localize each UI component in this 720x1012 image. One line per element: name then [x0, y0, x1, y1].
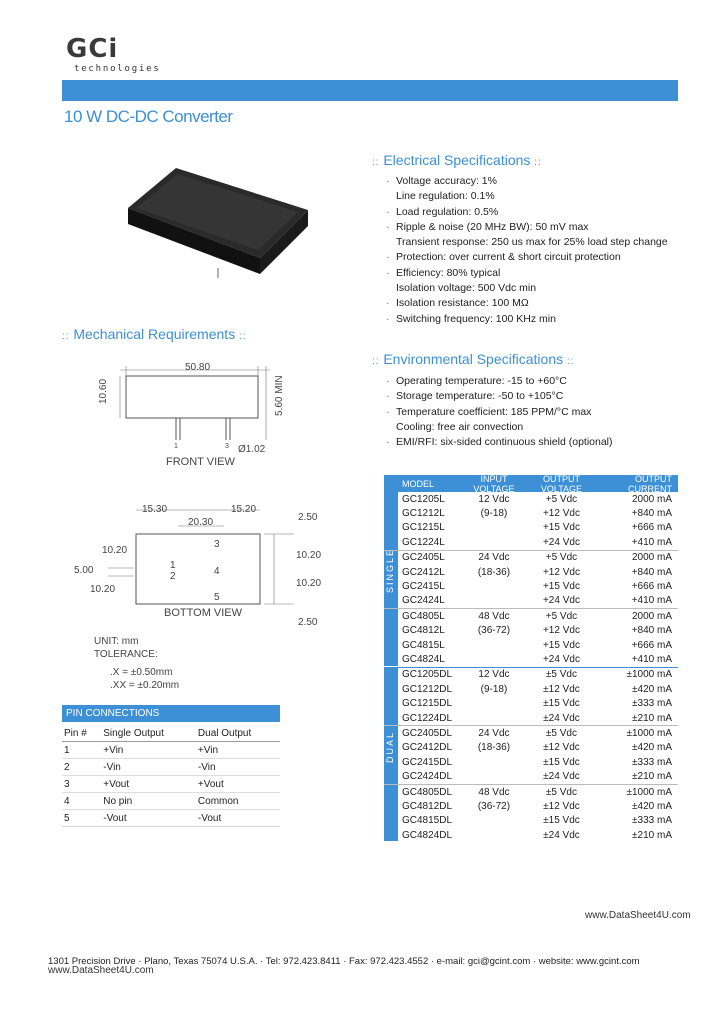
- pin-label: 1: [174, 443, 178, 450]
- front-view-label: FRONT VIEW: [166, 456, 235, 468]
- table-cell: ±12 Vdc: [543, 800, 580, 812]
- table-cell: ±15 Vdc: [543, 815, 580, 827]
- table-cell: GC2405L: [402, 552, 445, 564]
- dim-15-30: 15.30: [142, 504, 168, 515]
- table-cell: +5 Vdc: [545, 493, 578, 505]
- table-cell: GC1205L: [402, 493, 445, 505]
- table-row: [384, 506, 678, 520]
- table-cell: ±24 Vdc: [543, 712, 580, 724]
- table-row: [384, 799, 678, 813]
- table-header: Pin # Single Output Dual Output: [62, 725, 280, 742]
- table-cell: ±420 mA: [632, 800, 672, 812]
- table-cell: ±420 mA: [632, 683, 672, 695]
- table-cell: GC4824L: [402, 653, 445, 665]
- table-cell: +840 mA: [631, 508, 672, 520]
- list-item: Line regulation: 0.1%: [396, 190, 495, 203]
- table-cell: 48 Vdc: [478, 786, 510, 798]
- table-cell: GC4815L: [402, 639, 445, 651]
- pin-connections-title: PIN CONNECTIONS: [62, 705, 280, 722]
- list-item: · Isolation resistance: 100 MΩ: [386, 296, 668, 311]
- pin-label: 4: [214, 566, 220, 577]
- watermark-right: www.DataSheet4U.com: [585, 910, 691, 921]
- dim-10-20-left: 10.20: [102, 545, 128, 556]
- logo-brand: GCi: [66, 34, 119, 64]
- header-banner: [62, 80, 678, 101]
- list-item: · Storage temperature: -50 to +105°C: [386, 389, 613, 404]
- list-item: · Operating temperature: -15 to +60°C: [386, 374, 613, 389]
- dim-10-20-right2: 10.20: [296, 578, 322, 589]
- single-rows: [384, 492, 678, 667]
- table-cell: GC1215DL: [402, 698, 453, 710]
- product-image: [122, 158, 310, 278]
- table-row: [384, 608, 678, 623]
- table-cell: GC1224L: [402, 536, 445, 548]
- table-cell: +15 Vdc: [542, 639, 580, 651]
- table-row: [384, 565, 678, 579]
- table-cell: GC2412DL: [402, 742, 453, 754]
- table-cell: (9-18): [480, 508, 508, 520]
- list-item: · Voltage accuracy: 1%: [386, 174, 668, 189]
- dim-2-50-bottom: 2.50: [298, 617, 318, 628]
- table-cell: ±15 Vdc: [543, 756, 580, 768]
- table-cell: 2000 mA: [631, 610, 672, 622]
- table-cell: ±24 Vdc: [543, 829, 580, 841]
- table-row: [384, 579, 678, 593]
- table-cell: +840 mA: [631, 625, 672, 637]
- table-cell: ±12 Vdc: [543, 683, 580, 695]
- table-cell: ±210 mA: [632, 829, 672, 841]
- dim-10-20-left2: 10.20: [90, 584, 116, 595]
- table-cell: +12 Vdc: [542, 508, 580, 520]
- table-cell: +666 mA: [631, 581, 672, 593]
- table-cell: +410 mA: [631, 653, 672, 665]
- table-row: 3 +Vout +Vout: [62, 776, 280, 793]
- table-cell: GC4805L: [402, 610, 445, 622]
- table-cell: +840 mA: [631, 566, 672, 578]
- table-cell: +666 mA: [631, 522, 672, 534]
- dim-20-30: 20.30: [188, 517, 214, 528]
- pin-label: 1: [170, 560, 176, 571]
- table-cell: +15 Vdc: [542, 581, 580, 593]
- table-cell: ±5 Vdc: [545, 727, 577, 739]
- electrical-heading: :: Electrical Specifications ::: [372, 152, 542, 168]
- list-item: · Ripple & noise (20 MHz BW): 50 mV max: [386, 220, 668, 235]
- logo-tagline: technologies: [74, 64, 161, 74]
- list-item: · Protection: over current & short circuit protection: [386, 250, 668, 265]
- table-cell: +12 Vdc: [542, 625, 580, 637]
- electrical-list: [386, 174, 668, 327]
- table-cell: GC2415L: [402, 581, 445, 593]
- pin-connections: [62, 705, 280, 827]
- table-cell: ±1000 mA: [626, 669, 672, 681]
- table-row: [384, 769, 678, 783]
- table-row: [384, 755, 678, 769]
- table-cell: GC1212DL: [402, 683, 453, 695]
- table-row: [384, 521, 678, 535]
- watermark-bottom: www.DataSheet4U.com: [48, 965, 154, 976]
- table-cell: (9-18): [480, 683, 508, 695]
- tolerance-xx: .XX = ±0.20mm: [110, 680, 180, 691]
- table-cell: GC1205DL: [402, 669, 453, 681]
- table-cell: ±1000 mA: [626, 727, 672, 739]
- dim-5-00: 5.00: [74, 565, 94, 576]
- pin-label: 5: [214, 592, 220, 603]
- list-item: Transient response: 250 us max for 25% load step change: [396, 236, 668, 249]
- table-cell: ±210 mA: [632, 712, 672, 724]
- table-cell: ±1000 mA: [626, 786, 672, 798]
- table-cell: GC4812DL: [402, 800, 453, 812]
- table-cell: +15 Vdc: [542, 522, 580, 534]
- table-row: [384, 814, 678, 828]
- single-label: SINGLE: [385, 548, 395, 594]
- dim-2-50-top: 2.50: [298, 512, 318, 523]
- table-cell: (36-72): [477, 800, 511, 812]
- tolerance-title: TOLERANCE:: [94, 649, 158, 660]
- bottom-view-label: BOTTOM VIEW: [164, 607, 243, 619]
- dim-width: 50.80: [185, 362, 211, 373]
- table-cell: 12 Vdc: [478, 493, 510, 505]
- table-row: [384, 828, 678, 842]
- table-cell: GC2405DL: [402, 727, 453, 739]
- list-item: · Efficiency: 80% typical: [386, 266, 668, 281]
- table-cell: ±333 mA: [632, 756, 672, 768]
- environmental-heading: :: Environmental Specifications ::: [372, 351, 575, 367]
- table-row: [384, 594, 678, 608]
- table-cell: +410 mA: [631, 536, 672, 548]
- table-cell: GC4824DL: [402, 829, 453, 841]
- models-table: [384, 475, 678, 842]
- dim-height: 10.60: [98, 378, 109, 404]
- table-cell: ±210 mA: [632, 771, 672, 783]
- table-row: [384, 535, 678, 549]
- table-row: [384, 696, 678, 710]
- table-row: [384, 784, 678, 799]
- table-row: [384, 725, 678, 740]
- table-cell: GC2424DL: [402, 771, 453, 783]
- list-item: · Load regulation: 0.5%: [386, 205, 668, 220]
- dual-label: DUAL: [385, 731, 395, 764]
- table-cell: (36-72): [477, 625, 511, 637]
- dual-rows: [384, 668, 678, 843]
- tolerance-x: .X = ±0.50mm: [110, 667, 173, 678]
- table-cell: +5 Vdc: [545, 552, 578, 564]
- table-cell: +24 Vdc: [542, 653, 580, 665]
- pin-label: 3: [225, 443, 229, 450]
- page-title: 10 W DC-DC Converter: [64, 107, 233, 126]
- table-row: [384, 668, 678, 682]
- company-logo: [66, 34, 186, 78]
- unit-label: UNIT: mm: [94, 636, 139, 647]
- table-row: 5 -Vout -Vout: [62, 810, 280, 827]
- table-cell: +666 mA: [631, 639, 672, 651]
- list-item: Cooling: free air convection: [396, 420, 524, 433]
- table-row: [384, 652, 678, 666]
- table-cell: GC2424L: [402, 595, 445, 607]
- table-cell: GC4812L: [402, 625, 445, 637]
- list-item: · Switching frequency: 100 KHz min: [386, 312, 668, 327]
- table-cell: ±12 Vdc: [543, 742, 580, 754]
- table-cell: ±333 mA: [632, 698, 672, 710]
- list-item: · Temperature coefficient: 185 PPM/°C max: [386, 405, 613, 420]
- table-cell: +24 Vdc: [542, 536, 580, 548]
- table-row: 4 No pin Common: [62, 793, 280, 810]
- table-row: [384, 682, 678, 696]
- table-cell: +410 mA: [631, 595, 672, 607]
- table-row: [384, 492, 678, 506]
- table-row: 2 -Vin -Vin: [62, 759, 280, 776]
- table-cell: GC1212L: [402, 508, 445, 520]
- table-cell: ±5 Vdc: [545, 786, 577, 798]
- table-cell: +24 Vdc: [542, 595, 580, 607]
- table-row: [384, 624, 678, 638]
- table-cell: GC4815DL: [402, 815, 453, 827]
- table-row: [384, 550, 678, 565]
- dim-pin-diameter: Ø1.02: [238, 444, 266, 455]
- pin-label: 2: [170, 571, 176, 582]
- dim-15-20: 15.20: [231, 504, 257, 515]
- table-cell: ±24 Vdc: [543, 771, 580, 783]
- table-row: [384, 711, 678, 725]
- heading-dots-icon: ::: [372, 157, 384, 168]
- dim-10-20-right: 10.20: [296, 550, 322, 561]
- dim-pin-length: 5.60 MIN: [274, 375, 285, 416]
- table-cell: ±15 Vdc: [543, 698, 580, 710]
- table-cell: GC1224DL: [402, 712, 453, 724]
- table-cell: 2000 mA: [631, 552, 672, 564]
- table-cell: ±420 mA: [632, 742, 672, 754]
- front-view-drawing: [100, 358, 300, 470]
- pin-table: [62, 725, 280, 827]
- table-cell: +5 Vdc: [545, 610, 578, 622]
- table-cell: GC2412L: [402, 566, 445, 578]
- table-cell: 24 Vdc: [478, 552, 510, 564]
- table-row: [384, 638, 678, 652]
- table-cell: +12 Vdc: [542, 566, 580, 578]
- mechanical-heading: :: Mechanical Requirements ::: [62, 326, 247, 342]
- table-cell: ±5 Vdc: [545, 669, 577, 681]
- models-header: MODEL INPUT VOLTAGE OUTPUT VOLTAGE OUTPUT CURRENT: [384, 475, 678, 492]
- table-cell: (18-36): [477, 742, 511, 754]
- table-cell: ±333 mA: [632, 815, 672, 827]
- table-cell: (18-36): [477, 566, 511, 578]
- table-cell: 48 Vdc: [478, 610, 510, 622]
- environmental-list: [386, 374, 613, 450]
- table-cell: GC1215L: [402, 522, 445, 534]
- table-cell: GC4805DL: [402, 786, 453, 798]
- table-row: [384, 741, 678, 755]
- table-cell: 12 Vdc: [478, 669, 510, 681]
- footer-contact: 1301 Precision Drive · Plano, Texas 75074 U.S.A. · Tel: 972.423.8411 · Fax: 972.423.4552 · e-mail: gci@gcint.com · website: www.gcint.com: [48, 956, 640, 967]
- table-cell: 2000 mA: [631, 493, 672, 505]
- list-item: Isolation voltage: 500 Vdc min: [396, 282, 537, 295]
- list-item: · EMI/RFI: six-sided continuous shield (optional): [386, 435, 613, 450]
- table-cell: 24 Vdc: [478, 727, 510, 739]
- table-row: 1 +Vin +Vin: [62, 742, 280, 759]
- table-cell: GC2415DL: [402, 756, 453, 768]
- pin-label: 3: [214, 539, 220, 550]
